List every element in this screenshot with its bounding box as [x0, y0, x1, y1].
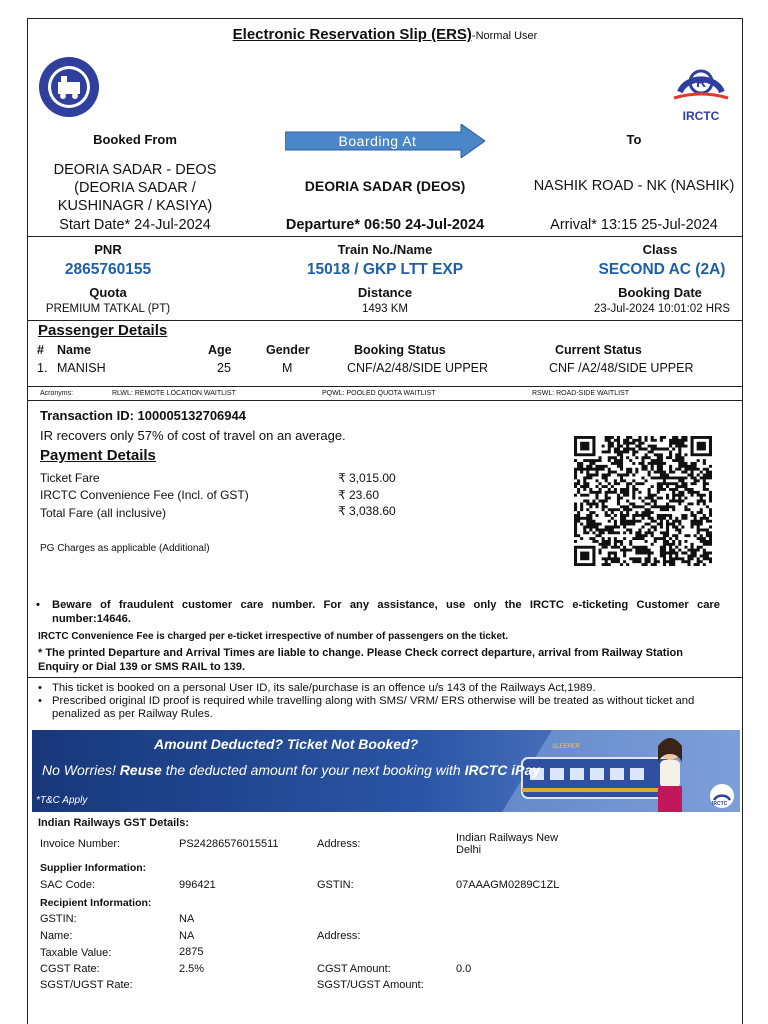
sac-code-label: SAC Code:: [40, 879, 96, 891]
convenience-fee-amount: ₹ 23.60: [338, 488, 379, 502]
passenger-current-status: CNF /A2/48/SIDE UPPER: [549, 361, 694, 375]
from-station-line: DEORIA SADAR - DEOS: [53, 162, 217, 178]
boarding-at-label: Boarding At: [338, 133, 417, 149]
banner-tagline-bold: Reuse: [119, 762, 162, 778]
sgst-rate-label: SGST/UGST Rate:: [40, 979, 133, 991]
class-value: SECOND AC (2A): [598, 261, 726, 278]
divider: [27, 320, 743, 321]
ers-subtitle: -Normal User: [471, 30, 538, 42]
irctc-logo-text: IRCTC: [682, 109, 720, 123]
transaction-id: Transaction ID: 100005132706944: [40, 408, 246, 423]
bullet-icon: •: [36, 599, 40, 611]
recipient-gstin-label: GSTIN:: [40, 913, 77, 925]
quota-value: PREMIUM TATKAL (PT): [45, 303, 171, 315]
recipient-gstin: NA: [179, 913, 195, 925]
fraud-warning-text: Beware of fraudulent customer care number. For any assistance, use only the IRCTC e-ticketing Customer care number:14646.: [52, 599, 720, 625]
banner-irctc-logo: IRCTC: [712, 801, 728, 807]
supplier-address-label: Address:: [317, 838, 361, 850]
ipay-banner[interactable]: [32, 730, 740, 812]
banner-coach-text: SLEEPER: [552, 744, 580, 750]
recipient-info-heading: Recipient Information:: [40, 897, 152, 909]
ticket-fare-label: Ticket Fare: [40, 471, 100, 485]
convenience-fee-label: IRCTC Convenience Fee (Incl. of GST): [40, 488, 249, 502]
indian-railways-logo: [38, 56, 100, 118]
passenger-num: 1.: [37, 361, 48, 375]
banner-tagline-prefix: No Worries!: [42, 762, 116, 778]
supplier-gstin-label: GSTIN:: [317, 879, 354, 891]
from-station-line: (DEORIA SADAR /: [74, 180, 196, 196]
from-station: [40, 161, 230, 215]
fraud-warning: [36, 598, 720, 626]
passenger-name: MANISH: [57, 361, 106, 375]
train-value: 15018 / GKP LTT EXP: [306, 261, 464, 278]
col-header-current-status: Current Status: [555, 343, 642, 357]
total-fare-label: Total Fare (all inclusive): [40, 506, 167, 520]
invoice-number: PS24286576015511: [179, 838, 279, 850]
banner-headline: Amount Deducted? Ticket Not Booked?: [154, 736, 419, 752]
divider: [27, 400, 743, 401]
recipient-name: NA: [179, 930, 195, 942]
id-proof-text: Prescribed original ID proof is required while travelling along with SMS/ VRM/ ERS otherwise will be treated as without ticket and penalized as per Railway Rules.: [52, 695, 695, 720]
page-title: [27, 26, 743, 43]
passenger-age: 25: [217, 361, 231, 375]
qr-code: [574, 436, 712, 566]
invoice-label: Invoice Number:: [40, 838, 121, 850]
distance-value: 1493 KM: [361, 303, 409, 315]
taxable-value-label: Taxable Value:: [40, 947, 112, 959]
arrival-time: Arrival* 13:15 25-Jul-2024: [550, 217, 718, 233]
cgst-amount: 0.0: [456, 963, 472, 975]
bullet-icon: •: [38, 695, 42, 707]
passenger-booking-status: CNF/A2/48/SIDE UPPER: [347, 361, 489, 375]
passenger-details-heading: Passenger Details: [38, 322, 168, 339]
personal-id-notice: [40, 682, 730, 695]
supplier-info-heading: Supplier Information:: [40, 862, 147, 874]
col-header-name: Name: [57, 343, 92, 357]
class-label: Class: [642, 242, 678, 257]
recovery-note: IR recovers only 57% of cost of travel on an average.: [40, 428, 346, 443]
acronym-rswl: RSWL: ROAD-SIDE WAITLIST: [532, 390, 629, 397]
from-station-line: KUSHINAGR / KASIYA): [57, 198, 213, 214]
gst-heading: Indian Railways GST Details:: [38, 817, 189, 829]
recipient-name-label: Name:: [40, 930, 73, 942]
banner-tagline-rest: the deducted amount for your next booking with: [165, 762, 461, 778]
to-label: To: [626, 132, 642, 147]
banner-tagline-brand: IRCTC iPay: [464, 762, 541, 778]
banner-tc: *T&C Apply: [36, 795, 88, 806]
boarding-station: DEORIA SADAR (DEOS): [304, 178, 466, 194]
timing-note: * The printed Departure and Arrival Times are liable to change. Please Check correct departure, arrival from Railway Station Enquiry or Dial 139 or SMS RAIL to 139.: [38, 647, 683, 673]
passenger-gender: M: [282, 361, 293, 375]
train-label: Train No./Name: [337, 242, 433, 257]
col-header-num: #: [37, 343, 44, 357]
pnr-value: 2865760155: [64, 261, 152, 278]
cgst-rate-label: CGST Rate:: [40, 963, 100, 975]
booking-date-label: Booking Date: [618, 285, 702, 300]
acronyms-label: Acronyms:: [40, 390, 74, 397]
pnr-label: PNR: [94, 242, 122, 257]
quota-label: Quota: [89, 285, 127, 300]
banner-tagline: [42, 762, 540, 778]
supplier-address: Indian Railways New Delhi: [456, 832, 559, 856]
acronym-rlwl: RLWL: REMOTE LOCATION WAITLIST: [112, 390, 236, 397]
cgst-rate: 2.5%: [179, 963, 205, 975]
boarding-at-arrow: [285, 124, 485, 158]
acronym-pqwl: PQWL: POOLED QUOTA WAITLIST: [322, 390, 436, 397]
cgst-amount-label: CGST Amount:: [317, 963, 391, 975]
distance-label: Distance: [357, 285, 413, 300]
recipient-address-label: Address:: [317, 930, 361, 942]
col-header-age: Age: [208, 343, 232, 357]
bullet-icon: •: [38, 682, 42, 694]
divider: [27, 236, 743, 237]
sac-code: 996421: [179, 879, 216, 891]
ers-title: Electronic Reservation Slip (ERS): [232, 26, 472, 43]
ticket-fare-amount: ₹ 3,015.00: [338, 471, 396, 485]
pg-charges-note: PG Charges as applicable (Additional): [40, 543, 210, 554]
divider: [27, 386, 743, 387]
personal-id-text: This ticket is booked on a personal User ID, its sale/purchase is an offence u/s 143 of the Railways Act,1989.: [52, 682, 596, 694]
convenience-fee-note: IRCTC Convenience Fee is charged per e-ticket irrespective of number of passengers on the ticket.: [38, 631, 509, 642]
svg-text:R: R: [695, 74, 707, 90]
payment-details-heading: Payment Details: [40, 447, 156, 464]
total-fare-amount: ₹ 3,038.60: [338, 504, 396, 518]
supplier-gstin: 07AAAGM0289C1ZL: [456, 879, 560, 891]
irctc-logo: [668, 62, 734, 122]
booking-date-value: 23-Jul-2024 10:01:02 HRS: [593, 303, 731, 315]
sgst-amount-label: SGST/UGST Amount:: [317, 979, 424, 991]
col-header-gender: Gender: [266, 343, 310, 357]
divider: [27, 677, 743, 678]
id-proof-notice: [40, 695, 730, 721]
taxable-value: 2875: [179, 946, 204, 958]
start-date: Start Date* 24-Jul-2024: [59, 217, 211, 233]
booked-from-label: Booked From: [93, 132, 177, 147]
to-station: NASHIK ROAD - NK (NASHIK): [533, 178, 735, 194]
departure-time: Departure* 06:50 24-Jul-2024: [285, 217, 485, 233]
col-header-booking-status: Booking Status: [354, 343, 446, 357]
